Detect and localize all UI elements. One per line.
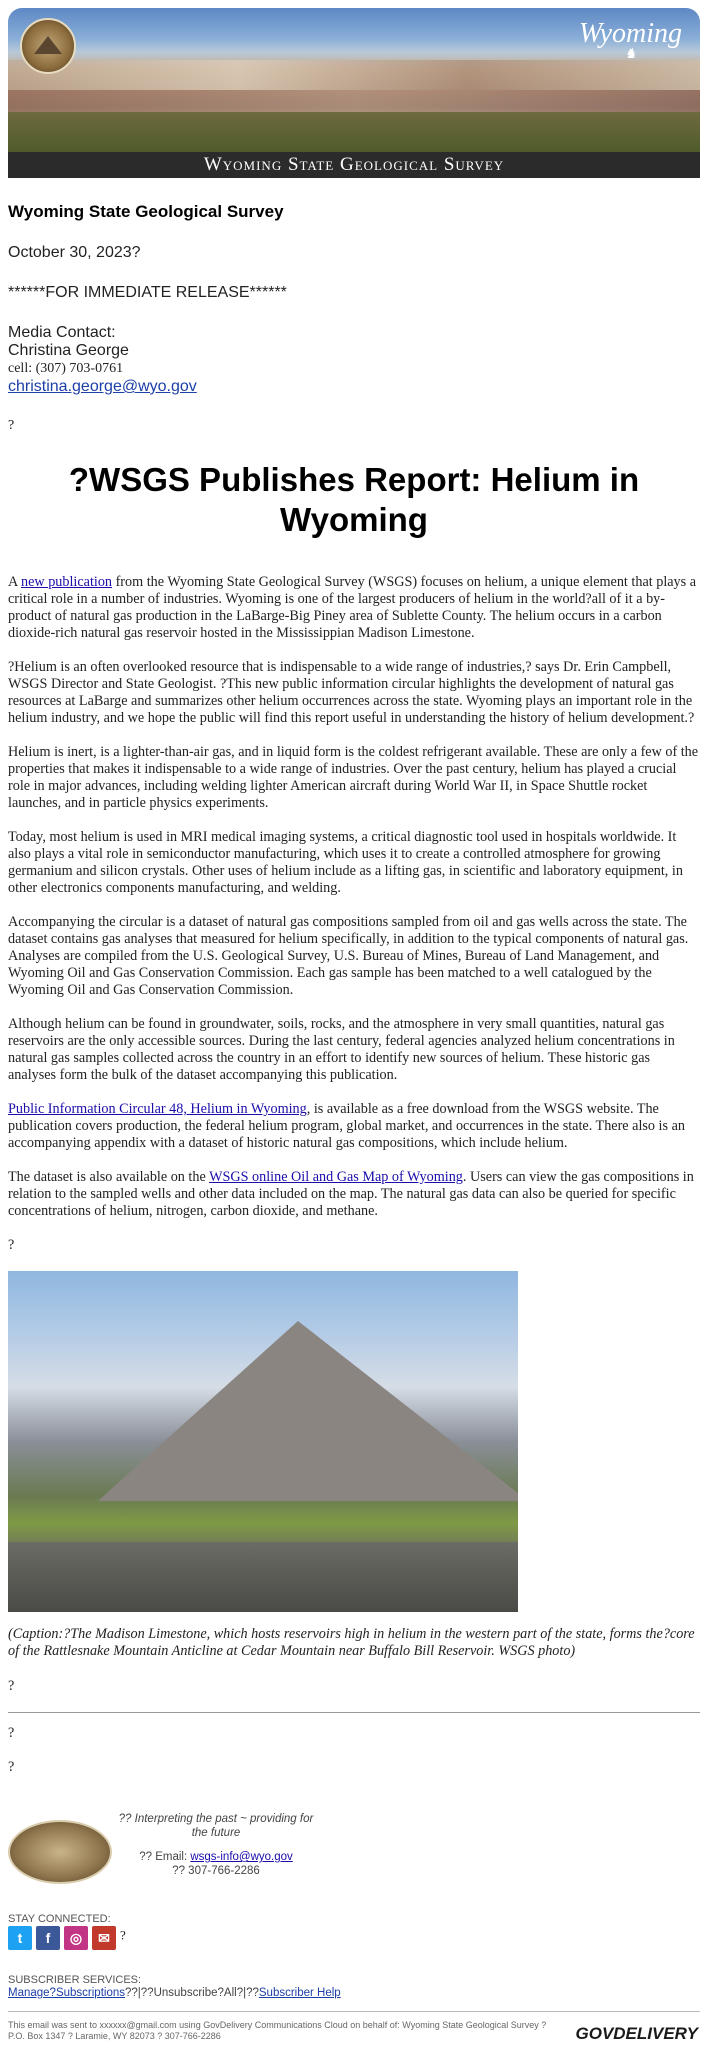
release-date: October 30, 2023? — [8, 244, 141, 261]
email-icon[interactable]: ✉ — [92, 1926, 116, 1950]
govdelivery-logo[interactable]: GOVDELIVERY — [575, 2024, 698, 2043]
divider — [8, 1712, 700, 1713]
paragraph-1: A new publication from the Wyoming State Geological Survey (WSGS) focuses on helium, a unique element that plays a critical role in a number of industries. Wyoming is one of the largest producers of helium in the world?all of it a by-product of natural gas production in the LaBarge-Big Piney area of Sublette County. The helium occurs in a carbon dioxide-rich natural gas reservoir hosted in the Mississippian Madison Limestone. — [8, 574, 697, 641]
release-notice: ******FOR IMMEDIATE RELEASE****** — [8, 284, 287, 301]
contact-email-link[interactable]: christina.george@wyo.gov — [8, 378, 197, 395]
contact-cell: cell: (307) 703-0761 — [8, 361, 124, 376]
paragraph-4: Today, most helium is used in MRI medical imaging systems, a critical diagnostic tool used in hospitals worldwide. It also plays a vital role in semiconductor manufacturing, which uses it to create a controlled atmosphere for growing germanium and silicon crystals. Other uses of helium include as a lifting gas, in scientific and laboratory equipment, in other electronics components manufacturing, and welding. — [8, 829, 683, 896]
spacer-text: ? — [8, 1678, 15, 1694]
cedar-mountain-photo — [8, 1271, 518, 1612]
banner-title: Wyoming State Geological Survey — [8, 152, 700, 178]
contact-name: Christina George — [8, 342, 129, 359]
footer-phone: ?? 307-766-2286 — [172, 1865, 260, 1877]
paragraph-8: The dataset is also available on the WSGS online Oil and Gas Map of Wyoming. Users can view the gas compositions in relation to the sampled wells and other data included on the map. The natural gas data can also be queried for specific concentrations of helium, nitrogen, carbon dioxide, and methane. — [8, 1169, 694, 1219]
paragraph-6: Although helium can be found in groundwater, soils, rocks, and the atmosphere in very small quantities, natural gas reservoirs are the only accessible sources. During the last century, federal agencies analyzed helium concentrations in natural gas samples collected across the country in an effort to identify new sources of helium. These historic gas analyses form the bulk of the dataset accompanying this publication. — [8, 1016, 675, 1083]
circular-48-link[interactable]: Public Information Circular 48, Helium in Wyoming — [8, 1101, 307, 1117]
footer-tagline: ?? Interpreting the past ~ providing for the future — [118, 1813, 314, 1839]
header-banner — [8, 8, 700, 178]
contact-label: Media Contact: — [8, 324, 116, 341]
footer-divider — [8, 2011, 700, 2012]
bucking-horse-icon: ♞ — [624, 47, 637, 62]
stay-connected-label: STAY CONNECTED: — [8, 1913, 111, 1925]
subscriber-links: Manage?Subscriptions??|??Unsubscribe?All?|??Subscriber Help — [8, 1987, 341, 1999]
spacer-text: ? — [8, 1725, 15, 1741]
paragraph-2: ?Helium is an often overlooked resource that is indispensable to a wide range of industries,? says Dr. Erin Campbell, WSGS Director and State Geologist. ?This new public information circular highlights the development of natural gas resources at LaBarge and summarizes other helium occurrences across the state. Wyoming plays an important role in the helium industry, and we hope the public will find this report useful in understanding the history of helium development.? — [8, 659, 695, 726]
new-publication-link[interactable]: new publication — [21, 574, 113, 590]
email-body — [8, 8, 700, 1793]
paragraph-5: Accompanying the circular is a dataset of natural gas compositions sampled from oil and gas wells across the state. The dataset contains gas analyses that measured for helium specifically, in addition to the typical components of natural gas. Analyses are compiled from the U.S. Geological Survey, U.S. Bureau of Mines, Bureau of Land Management, and Wyoming Oil and Gas Conservation Commission. Each gas sample has been matched to a well catalogued by the Wyoming Oil and Gas Conservation Commission. — [8, 914, 689, 998]
spacer-text: ? — [8, 1237, 15, 1253]
facebook-icon[interactable]: f — [36, 1926, 60, 1950]
social-links — [8, 1926, 126, 1950]
paragraph-3: Helium is inert, is a lighter-than-air gas, and in liquid form is the coldest refrigerant available. These are only a few of the properties that makes it indispensable to a wide range of industries. Over the past century, helium has played a crucial role in major advances, including welding lighter American aircraft during World War II, in Space Shuttle rocket launches, and in particle physics experiments. — [8, 744, 699, 811]
paragraph-7: Public Information Circular 48, Helium in Wyoming, is available as a free download from the WSGS website. The publication covers production, the federal helium program, global market, and occurrences in the state. There also is an accompanying appendix with a dataset of historic natural gas compositions, which include helium. — [8, 1101, 685, 1151]
instagram-icon[interactable]: ◎ — [64, 1926, 88, 1950]
photo-caption: (Caption:?The Madison Limestone, which hosts reservoirs high in helium in the western part of the state, forms the?core of the Rattlesnake Mountain Anticline at Cedar Mountain near Buffalo Bill Reservoir. WSGS photo) — [8, 1626, 695, 1659]
subscriber-help-link[interactable]: Subscriber Help — [258, 1987, 341, 1999]
footer-notice: This email was sent to xxxxxx@gmail.com using GovDelivery Communications Cloud on behalf of: Wyoming State Geological Survey ? P.O. Box 1347 ? Laramie, WY 82073 ? 307-766-2286 — [8, 2020, 547, 2041]
unsubscribe-all-link[interactable]: Unsubscribe?All — [153, 1987, 237, 1999]
wyoming-logo-text: Wyoming — [578, 18, 682, 49]
wsgs-footer-seal-icon — [8, 1820, 112, 1884]
oil-gas-map-link[interactable]: WSGS online Oil and Gas Map of Wyoming — [209, 1169, 463, 1185]
footer-contact — [116, 1812, 316, 1878]
spacer-text: ? — [8, 1759, 15, 1775]
media-contact — [8, 324, 700, 396]
article-title: ?WSGS Publishes Report: Helium in Wyoming — [68, 461, 640, 538]
spacer-text: ? — [8, 418, 15, 433]
twitter-icon[interactable]: t — [8, 1926, 32, 1950]
spacer-text: ? — [120, 1927, 126, 1943]
org-name: Wyoming State Geological Survey — [8, 202, 284, 221]
subscriber-services-label: SUBSCRIBER SERVICES: — [8, 1974, 142, 1986]
wyoming-logo — [579, 18, 682, 63]
footer-email-link[interactable]: wsgs-info@wyo.gov — [190, 1851, 293, 1863]
email-label: ?? Email: — [139, 1851, 191, 1863]
manage-subscriptions-link[interactable]: Manage?Subscriptions — [8, 1987, 125, 1999]
wsgs-seal-icon — [20, 18, 76, 74]
